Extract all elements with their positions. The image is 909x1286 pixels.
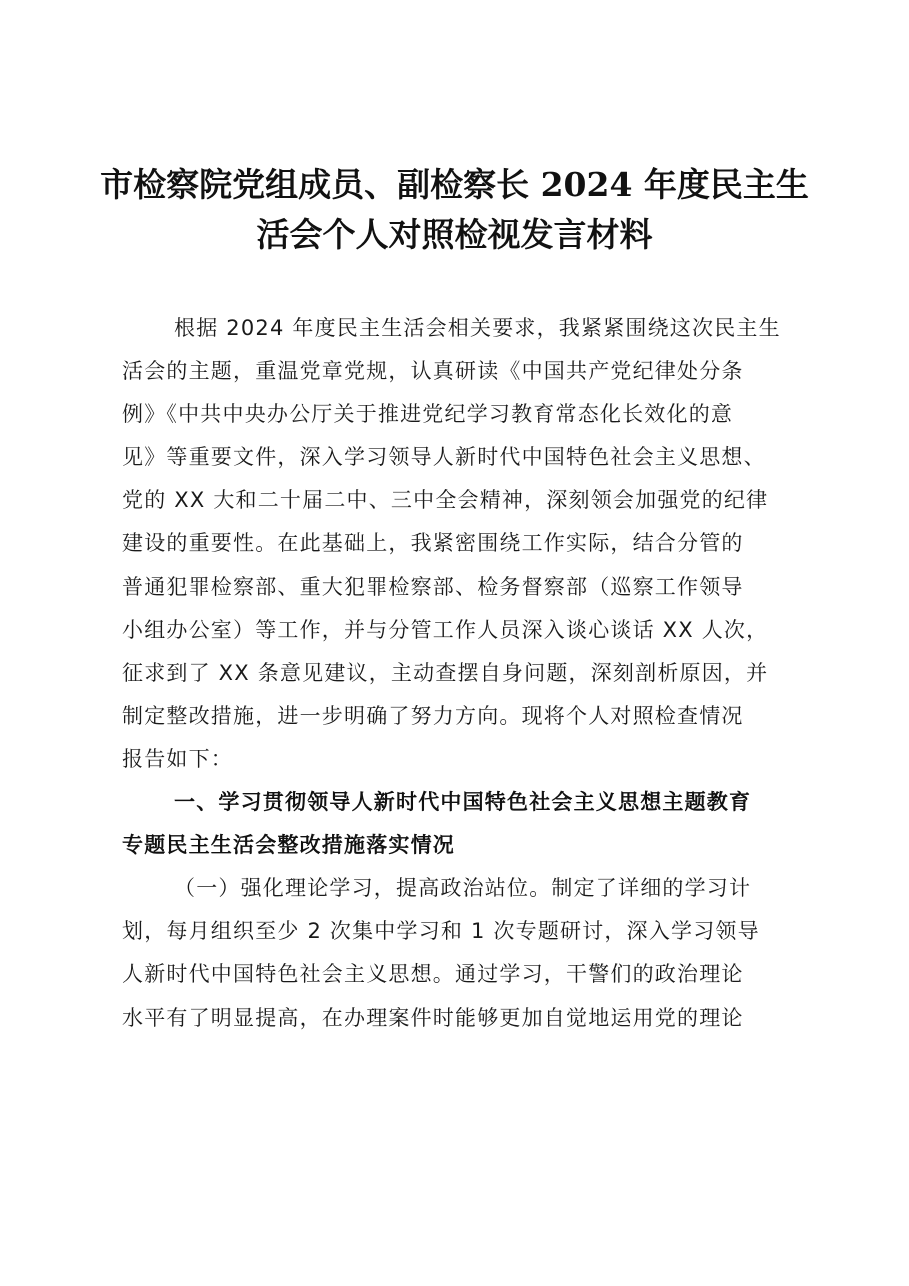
paragraph-line: 划，每月组织至少 2 次集中学习和 1 次专题研讨，深入学习领导 [122, 919, 760, 944]
paragraph-line: 水平有了明显提高，在办理案件时能够更加自觉地运用党的理论 [122, 1005, 744, 1030]
paragraph-line: （一）强化理论学习，提高政治站位。制定了详细的学习计 [174, 876, 752, 901]
section-heading-line: 专题民主生活会整改措施落实情况 [122, 833, 455, 858]
paragraph-line: 普通犯罪检察部、重大犯罪检察部、检务督察部（巡察工作领导 [122, 574, 744, 599]
title-line: 市检察院党组成员、副检察长 2024 年度民主生 [100, 165, 809, 204]
paragraph-line: 征求到了 XX 条意见建议，主动查摆自身问题，深刻剖析原因，并 [122, 660, 769, 685]
title-line: 活会个人对照检视发言材料 [256, 215, 653, 254]
paragraph-line: 报告如下： [122, 746, 233, 771]
document-title [100, 160, 809, 260]
paragraph-line: 建设的重要性。在此基础上，我紧密围绕工作实际，结合分管的 [122, 531, 744, 556]
paragraph-line: 人新时代中国特色社会主义思想。通过学习，干警们的政治理论 [122, 962, 744, 987]
paragraph-line: 制定整改措施，进一步明确了努力方向。现将个人对照检查情况 [122, 703, 744, 728]
paragraph-line: 根据 2024 年度民主生活会相关要求，我紧紧围绕这次民主生 [174, 316, 781, 340]
paragraph-line: 见》等重要文件，深入学习领导人新时代中国特色社会主义思想、 [122, 445, 766, 470]
paragraph-line: 例》《中共中央办公厅关于推进党纪学习教育常态化长效化的意 [122, 402, 734, 427]
paragraph-line: 小组办公室）等工作，并与分管工作人员深入谈心谈话 XX 人次， [122, 617, 769, 642]
section-heading-line: 一、学习贯彻领导人新时代中国特色社会主义思想主题教育 [174, 790, 752, 815]
document-body [122, 307, 802, 1040]
paragraph-line: 党的 XX 大和二十届二中、三中全会精神，深刻领会加强党的纪律 [122, 488, 769, 513]
paragraph-line: 活会的主题，重温党章党规，认真研读《中国共产党纪律处分条 [122, 359, 744, 384]
